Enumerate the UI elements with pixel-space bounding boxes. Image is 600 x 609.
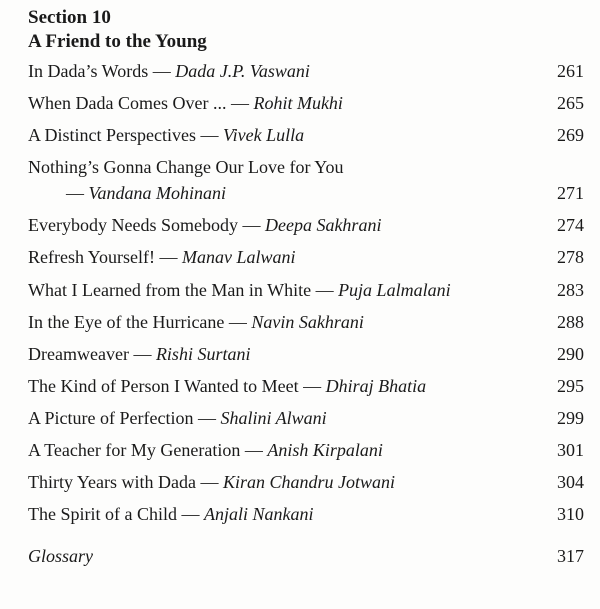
entry-page-number: 288 bbox=[557, 311, 584, 332]
entry-page-number: 269 bbox=[557, 125, 584, 146]
toc-entry[interactable] bbox=[28, 90, 584, 116]
entry-author: Anjali Nankani bbox=[203, 504, 314, 525]
entry-author: Dada J.P. Vaswani bbox=[175, 61, 310, 81]
entry-separator: — bbox=[154, 247, 182, 268]
entry-title: Nothing’s Gonna Change Our Love for You bbox=[28, 157, 344, 178]
section-title: A Friend to the Young bbox=[28, 31, 207, 52]
table-of-contents bbox=[28, 6, 584, 575]
toc-entry[interactable] bbox=[28, 58, 584, 84]
entry-separator: — bbox=[176, 504, 204, 525]
section-number: Section 10 bbox=[28, 7, 111, 28]
entry-author: Shalini Alwani bbox=[220, 407, 327, 428]
toc-entry[interactable] bbox=[28, 501, 584, 527]
entry-title: What I Learned from the Man in White bbox=[28, 279, 312, 300]
entry-title: A Distinct Perspectives bbox=[28, 125, 196, 146]
toc-entry[interactable] bbox=[28, 469, 584, 495]
entry-page-number: 274 bbox=[557, 215, 584, 236]
toc-entry[interactable] bbox=[28, 405, 584, 431]
toc-entry[interactable] bbox=[28, 309, 584, 335]
entry-page-number: 278 bbox=[557, 247, 584, 268]
entry-author: Dhiraj Bhatia bbox=[325, 375, 427, 396]
entry-page-number: 271 bbox=[557, 183, 584, 204]
entry-separator: — bbox=[226, 93, 254, 114]
entry-title: In the Eye of the Hurricane bbox=[28, 311, 225, 332]
entry-title: A Teacher for My Generation bbox=[28, 440, 241, 461]
entry-separator: — bbox=[193, 407, 221, 428]
entry-separator: — bbox=[311, 279, 339, 300]
entry-page-number: 310 bbox=[557, 504, 584, 525]
toc-entry[interactable] bbox=[28, 437, 584, 463]
entry-separator: — bbox=[224, 311, 252, 332]
entry-author: Kiran Chandru Jotwani bbox=[222, 472, 396, 493]
entry-page-number: 290 bbox=[557, 343, 584, 364]
entry-title: Everybody Needs Somebody bbox=[28, 215, 238, 236]
entry-title: Refresh Yourself! bbox=[28, 247, 155, 268]
entry-page-number: 283 bbox=[557, 279, 584, 300]
toc-entry[interactable] bbox=[28, 341, 584, 367]
entry-title: In Dada’s Words bbox=[28, 61, 149, 81]
toc-entry[interactable] bbox=[28, 277, 584, 303]
entry-author: Vandana Mohinani bbox=[88, 183, 226, 204]
entry-author: Manav Lalwani bbox=[181, 247, 296, 268]
entry-separator: — bbox=[298, 375, 326, 396]
entry-separator: — bbox=[195, 125, 223, 146]
toc-entry-glossary[interactable] bbox=[28, 543, 584, 569]
toc-entry[interactable] bbox=[28, 154, 584, 206]
entry-separator: — bbox=[66, 183, 89, 204]
entry-page-number: 304 bbox=[557, 472, 584, 493]
entry-author: Deepa Sakhrani bbox=[264, 215, 382, 236]
entry-page-number: 301 bbox=[557, 440, 584, 461]
toc-entry[interactable] bbox=[28, 212, 584, 238]
entry-author: Rishi Surtani bbox=[155, 343, 251, 364]
entry-author: Vivek Lulla bbox=[222, 125, 305, 146]
entry-separator: — bbox=[195, 472, 223, 493]
entry-title: The Kind of Person I Wanted to Meet bbox=[28, 375, 299, 396]
toc-entry[interactable] bbox=[28, 373, 584, 399]
entry-title: When Dada Comes Over ... bbox=[28, 93, 227, 114]
entry-separator: — bbox=[237, 215, 265, 236]
entry-title: Thirty Years with Dada bbox=[28, 472, 196, 493]
entry-page-number: 261 bbox=[557, 61, 584, 81]
entry-author: Navin Sakhrani bbox=[251, 311, 364, 332]
entry-author: Rohit Mukhi bbox=[253, 93, 343, 114]
entry-page-number: 295 bbox=[557, 375, 584, 396]
entry-author: Puja Lalmalani bbox=[338, 279, 451, 300]
toc-entry[interactable] bbox=[28, 122, 584, 148]
entry-title: Glossary bbox=[28, 546, 94, 567]
entry-title: Dreamweaver bbox=[28, 343, 129, 364]
entry-separator: — bbox=[240, 440, 268, 461]
entry-page-number: 299 bbox=[557, 407, 584, 428]
entry-title: The Spirit of a Child bbox=[28, 504, 177, 525]
entry-title: A Picture of Perfection bbox=[28, 407, 194, 428]
entry-page-number: 317 bbox=[557, 546, 584, 567]
entry-separator: — bbox=[128, 343, 156, 364]
toc-entry[interactable] bbox=[28, 244, 584, 270]
entry-author: Anish Kirpalani bbox=[267, 440, 383, 461]
entry-page-number: 265 bbox=[557, 93, 584, 114]
entry-separator: — bbox=[148, 61, 176, 81]
